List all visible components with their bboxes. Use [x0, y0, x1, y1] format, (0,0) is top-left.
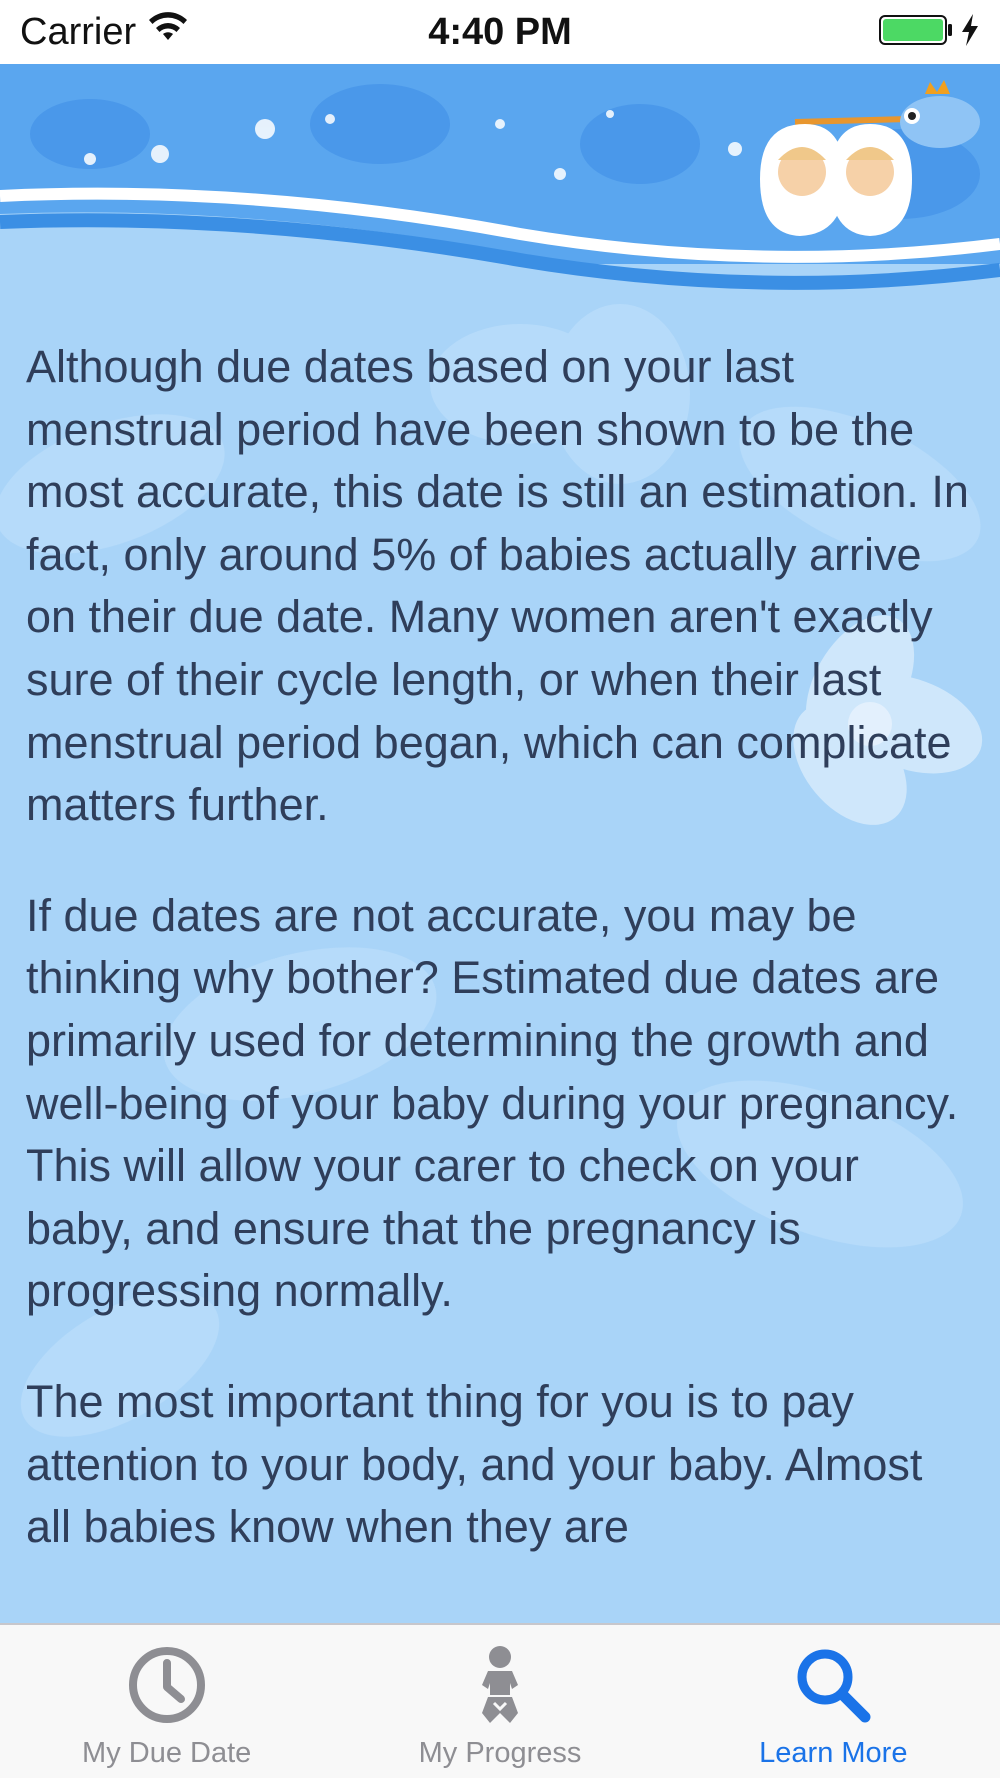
- tab-learn-more[interactable]: [667, 1625, 1000, 1778]
- status-bar: [0, 0, 1000, 64]
- tab-label: My Progress: [418, 1737, 582, 1769]
- tab-label: My Due Date: [82, 1737, 252, 1769]
- search-icon: [791, 1643, 875, 1727]
- status-right: [878, 13, 980, 52]
- clock-icon: [125, 1643, 209, 1727]
- content-area[interactable]: [0, 64, 1000, 1623]
- wifi-icon: [148, 11, 188, 54]
- battery-icon: [878, 13, 954, 52]
- status-time: 4:40 PM: [428, 10, 572, 53]
- header-banner: [0, 64, 1000, 304]
- article-paragraph: Although due dates based on your last menstrual period have been shown to be the most accurate, this date is still an estimation. In fact, only around 5% of babies actually arrive on their due date. Many women aren't exactly sure of their cycle length, or when their last menstrual period began, which can complicate matters further.: [26, 341, 969, 831]
- tab-my-progress[interactable]: [333, 1625, 666, 1778]
- tab-bar: [0, 1623, 1000, 1778]
- charging-bolt-icon: [960, 13, 980, 52]
- tab-my-due-date[interactable]: [0, 1625, 333, 1778]
- carrier-label: Carrier: [20, 10, 137, 53]
- tab-label: Learn More: [759, 1737, 908, 1769]
- status-left: [20, 11, 188, 54]
- article-paragraph: The most important thing for you is to pay attention to your body, and your baby. Almost all babies know when they are: [26, 1375, 923, 1553]
- article-paragraph: If due dates are not accurate, you may be thinking why bother? Estimated due dates are primarily used for determining the growth and well-being of your baby during your pregnancy. This will allow your carer to check on your baby, and ensure that the pregnancy is progressing normally.: [26, 889, 959, 1317]
- article-body: [26, 336, 976, 1607]
- baby-icon: [458, 1643, 542, 1727]
